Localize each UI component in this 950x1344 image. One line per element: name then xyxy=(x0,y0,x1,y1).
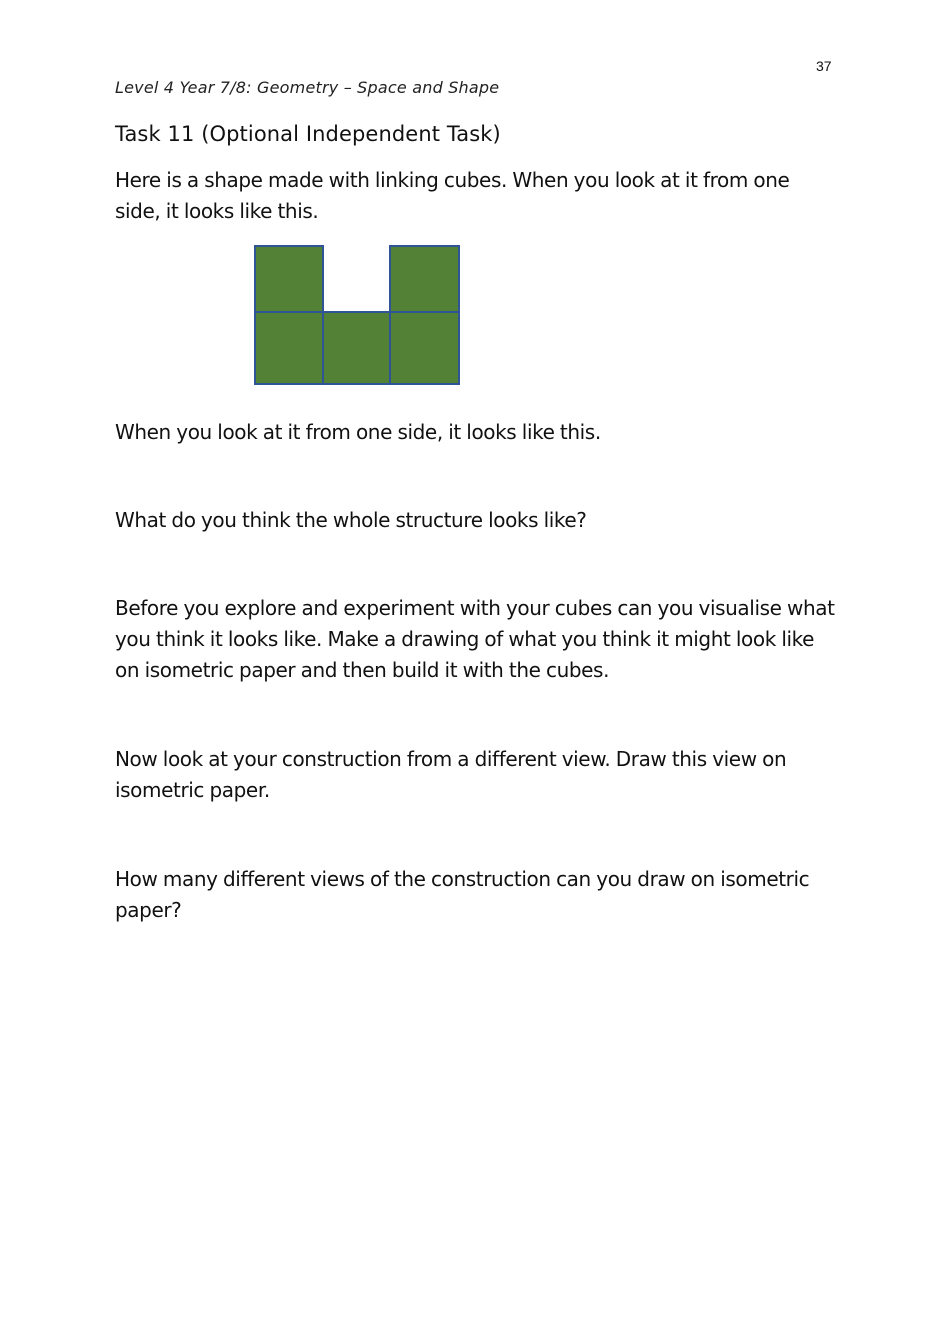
different-view-paragraph: Now look at your construction from a different view. Draw this view on isometric paper. xyxy=(115,747,787,802)
how-many-views-paragraph: How many different views of the construction can you draw on isometric paper? xyxy=(115,867,810,922)
question-paragraph: What do you think the whole structure looks like? xyxy=(115,508,587,532)
second-view-paragraph: When you look at it from one side, it looks like this. xyxy=(115,420,601,444)
cube-square xyxy=(255,312,323,384)
running-header: Level 4 Year 7/8: Geometry – Space and Shape xyxy=(115,78,500,97)
task-heading: Task 11 (Optional Independent Task) xyxy=(115,122,501,146)
cube-side-view-figure xyxy=(254,245,462,386)
page-number: 37 xyxy=(816,58,832,74)
cube-square xyxy=(390,246,459,312)
cube-square xyxy=(390,312,459,384)
intro-paragraph: Here is a shape made with linking cubes. When you look at it from one side, it looks like this. xyxy=(115,168,790,223)
cube-square xyxy=(255,246,323,312)
cube-square xyxy=(323,312,390,384)
visualise-paragraph: Before you explore and experiment with your cubes can you visualise what you think it looks like. Make a drawing of what you think it might look like on isometric paper and then build it with the cubes. xyxy=(115,596,835,682)
